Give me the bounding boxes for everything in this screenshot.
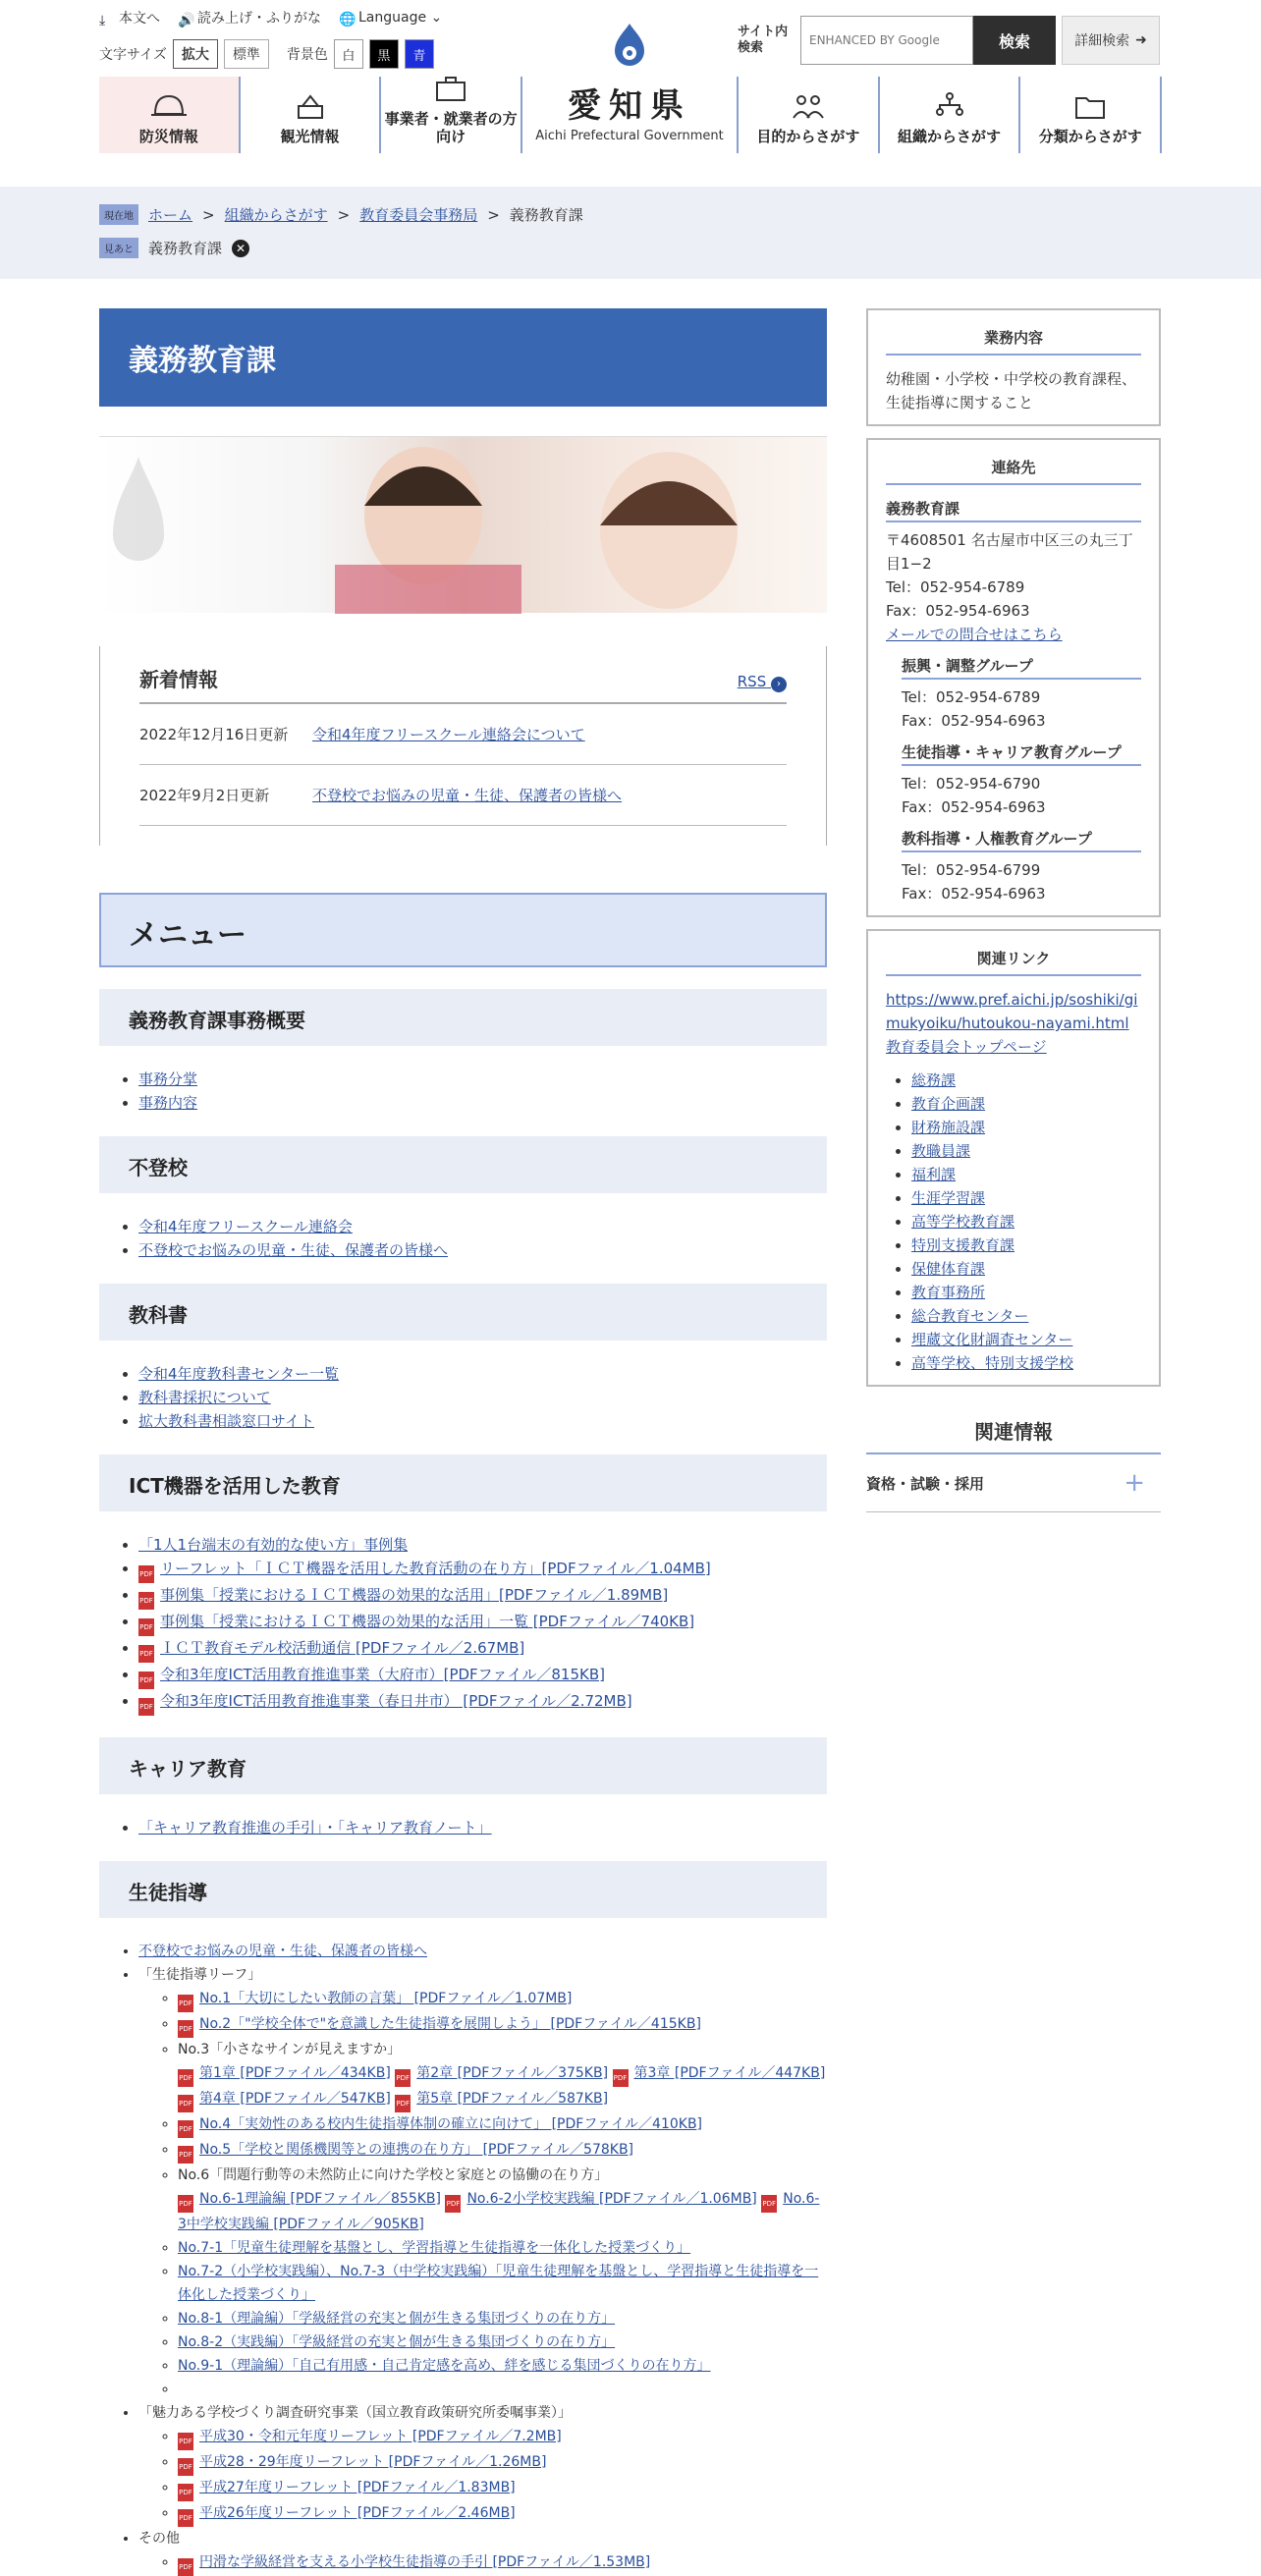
list-link[interactable]: 第2章 [PDFファイル／375KB]	[416, 2065, 609, 2081]
nav-tourism[interactable]: 観光情報	[241, 77, 382, 153]
fax: Fax：052-954-6963	[902, 712, 1046, 730]
list-link[interactable]: 「キャリア教育推進の手引」・「キャリア教育ノート」	[138, 1819, 492, 1836]
news-link[interactable]: 不登校でお悩みの児童・生徒、保護者の皆様へ	[312, 787, 623, 804]
nav-disaster[interactable]: 防災情報	[99, 77, 241, 153]
list-link[interactable]: 令和4年度フリースクール連絡会	[138, 1218, 353, 1235]
nav-by-purpose[interactable]: 目的からさがす	[739, 77, 880, 153]
search-input[interactable]: ENHANCED BY Google	[800, 16, 973, 65]
pdf-icon: PDF	[178, 2484, 193, 2501]
pdf-icon: PDF	[178, 1995, 193, 2012]
list-link[interactable]: ＩＣＴ教育モデル校活動通信 [PDFファイル／2.67MB]	[160, 1639, 525, 1657]
news-date: 2022年9月2日更新	[139, 787, 270, 804]
bg-white-button[interactable]: 白	[334, 39, 363, 69]
org-chart-icon	[930, 90, 969, 122]
list-link[interactable]: No.6-3中学校実践編 [PDFファイル／905KB]	[178, 2191, 820, 2232]
sidebar	[866, 308, 1161, 1512]
list-link[interactable]: 円滑な学級経営を支える小学校生徒指導の手引 [PDFファイル／1.53MB]	[199, 2554, 651, 2570]
contact-card	[866, 438, 1161, 917]
list-link[interactable]: 平成30・令和元年度リーフレット [PDFファイル／7.2MB]	[199, 2429, 562, 2444]
work-text: 幼稚園・小学校・中学校の教育課程、生徒指導に関すること	[886, 370, 1137, 411]
list-link[interactable]: 令和3年度ICT活用教育推進事業（春日井市） [PDFファイル／2.72MB]	[160, 1692, 632, 1710]
mail-link[interactable]: メールでの問合せはこちら	[886, 626, 1063, 643]
list-link[interactable]: リーフレット「ＩＣＴ機器を活用した教育活動の在り方」[PDFファイル／1.04MB]	[160, 1560, 711, 1577]
pdf-icon: PDF	[138, 1592, 154, 1610]
emblem-watermark-icon	[109, 457, 168, 584]
pdf-icon: PDF	[138, 1618, 154, 1636]
bg-black-button[interactable]: 黒	[369, 39, 399, 69]
page-title: 義務教育課	[99, 308, 827, 407]
read-aloud-link[interactable]: 🔊 読み上げ・ふりがな	[178, 11, 321, 28]
pdf-icon: PDF	[613, 2069, 629, 2087]
list-link[interactable]: 教科書採択について	[138, 1389, 271, 1406]
crumb-board[interactable]: 教育委員会事務局	[359, 206, 478, 224]
related-link[interactable]: 総合教育センター	[911, 1307, 1029, 1325]
related-heading: 関連情報	[866, 1416, 1161, 1454]
skip-to-content-link[interactable]: ⤓ 本文へ	[99, 11, 160, 28]
globe-icon: 🌐	[339, 12, 356, 27]
list-link[interactable]: No.6-2小学校実践編 [PDFファイル／1.06MB]	[466, 2191, 757, 2207]
close-icon[interactable]: ✕	[232, 240, 249, 257]
list-link[interactable]: 第1章 [PDFファイル／434KB]	[199, 2065, 391, 2081]
address: 〒4608501 名古屋市中区三の丸三丁目1−2	[886, 531, 1133, 573]
section-list	[138, 1362, 827, 1433]
list-link[interactable]: 事務内容	[138, 1094, 198, 1112]
briefcase-icon	[431, 73, 470, 104]
related-link[interactable]: 教育事務所	[911, 1284, 986, 1301]
section-heading: ICT機器を活用した教育	[99, 1454, 827, 1511]
tel: Tel：052-954-6790	[902, 775, 1041, 793]
tel: Tel：052-954-6789	[902, 688, 1041, 706]
pdf-icon: PDF	[138, 1645, 154, 1663]
related-link[interactable]: 教育企画課	[911, 1095, 986, 1113]
section-list	[138, 1816, 827, 1839]
logo-japanese: 愛知県	[568, 86, 691, 126]
hero-image	[99, 436, 827, 613]
list-link[interactable]: 第3章 [PDFファイル／447KB]	[633, 2065, 826, 2081]
nav-by-organization[interactable]: 組織からさがす	[880, 77, 1021, 153]
news-panel	[99, 646, 827, 846]
list-link[interactable]: No.9-1（理論編）「自己有用感・自己肯定感を高め、絆を感じる集団づくりの在り方」	[178, 2358, 711, 2374]
accordion-qualification[interactable]: 資格・試験・採用 +	[866, 1454, 1161, 1512]
pdf-icon: PDF	[178, 2458, 193, 2476]
section-heading: 不登校	[99, 1136, 827, 1193]
tel: Tel：052-954-6789	[886, 578, 1025, 596]
section-list	[138, 1068, 827, 1115]
list-link[interactable]: No.7-2（小学校実践編）、No.7-3（中学校実践編）「児童生徒理解を基盤とし、学習指導と生徒指導を一体化した授業づくり」	[178, 2264, 819, 2303]
card-title: 業務内容	[886, 326, 1141, 356]
utility-links	[99, 8, 442, 27]
font-standard-button[interactable]: 標準	[224, 39, 269, 69]
section-heading: 教科書	[99, 1284, 827, 1341]
section-list	[138, 1533, 827, 1716]
fax: Fax：052-954-6963	[902, 798, 1046, 816]
logo-english: Aichi Prefectural Government	[535, 129, 724, 143]
download-icon: ⤓	[99, 13, 106, 28]
pdf-icon: PDF	[178, 2146, 193, 2164]
related-link[interactable]: 埋蔵文化財調査センター	[911, 1331, 1073, 1348]
bg-color-label: 背景色	[286, 47, 328, 63]
menu-heading: メニュー	[99, 893, 827, 967]
pdf-icon: PDF	[178, 2069, 193, 2087]
list-link[interactable]: 第5章 [PDFファイル／587KB]	[416, 2091, 609, 2107]
font-size-controls	[99, 39, 434, 69]
nav-by-category[interactable]: 分類からさがす	[1020, 77, 1162, 153]
global-nav	[99, 77, 1162, 153]
list-link[interactable]: No.5「学校と関係機関等との連携の在り方」 [PDFファイル／578KB]	[199, 2142, 634, 2158]
pdf-icon: PDF	[178, 2020, 193, 2038]
prefecture-emblem-icon	[607, 22, 652, 73]
speaker-icon: 🔊	[178, 13, 195, 28]
rss-link[interactable]: RSS ›	[738, 673, 787, 692]
list-link[interactable]: 平成27年度リーフレット [PDFファイル／1.83MB]	[199, 2480, 516, 2495]
news-date: 2022年12月16日更新	[139, 726, 289, 743]
related-link[interactable]: 教職員課	[911, 1142, 971, 1160]
news-link[interactable]: 令和4年度フリースクール連絡会について	[312, 726, 585, 743]
list-link[interactable]: 不登校でお悩みの児童・生徒、保護者の皆様へ	[138, 1241, 449, 1259]
font-large-button[interactable]: 拡大	[173, 39, 218, 69]
list-link[interactable]: 事例集「授業におけるＩＣＴ機器の効果的な活用」[PDFファイル／1.89MB]	[160, 1586, 669, 1604]
list-link[interactable]: No.8-2（実践編）「学級経営の充実と個が生きる集団づくりの在り方」	[178, 2334, 616, 2350]
list-link[interactable]: No.6-1理論編 [PDFファイル／855KB]	[199, 2191, 441, 2207]
related-info	[866, 1416, 1161, 1512]
related-link[interactable]: 保健体育課	[911, 1260, 986, 1278]
list-text: 「魅力ある学校づくり調査研究事業（国立教育政策研究所委嘱事業）」	[138, 2405, 572, 2421]
list-link[interactable]: 平成26年度リーフレット [PDFファイル／2.46MB]	[199, 2505, 516, 2521]
crumb-current: 義務教育課	[509, 206, 583, 224]
list-link[interactable]: 平成28・29年度リーフレット [PDFファイル／1.26MB]	[199, 2454, 547, 2470]
section-heading: 義務教育課事務概要	[99, 989, 827, 1046]
children-photo	[276, 437, 826, 614]
pdf-icon: PDF	[761, 2195, 777, 2213]
section-list	[138, 1940, 827, 2576]
pdf-icon: PDF	[178, 2558, 193, 2576]
group-name: 生徒指導・キャリア教育グループ	[902, 740, 1141, 766]
list-link[interactable]: 拡大教科書相談窓口サイト	[138, 1412, 314, 1430]
seen-tag: 見あと	[99, 238, 138, 258]
list-link[interactable]: No.7-1「児童生徒理解を基盤とし、学習指導と生徒指導を一体化した授業づくり」	[178, 2240, 691, 2256]
links-card	[866, 929, 1161, 1387]
list-link[interactable]: No.2「"学校全体で"を意識した生徒指導を展開しよう」 [PDFファイル／415KB]	[199, 2016, 701, 2032]
list-link[interactable]: 不登校でお悩みの児童・生徒、保護者の皆様へ	[138, 1944, 427, 1959]
news-heading: 新着情報	[139, 668, 218, 691]
list-link[interactable]: 事例集「授業におけるＩＣＴ機器の効果的な活用」一覧 [PDFファイル／740KB]	[160, 1613, 695, 1630]
section-list	[138, 1215, 827, 1262]
pdf-icon: PDF	[395, 2069, 411, 2087]
language-select[interactable]: 🌐 Language ⌄	[339, 10, 443, 27]
list-link[interactable]: No.8-1（理論編）「学級経営の充実と個が生きる集団づくりの在り方」	[178, 2311, 616, 2327]
tel: Tel：052-954-6799	[902, 861, 1041, 879]
list-link[interactable]: 令和4年度教科書センター一覧	[138, 1365, 339, 1383]
list-text: No.3「小さなサインが見えますか」	[178, 2042, 402, 2057]
search-button[interactable]: 検索	[973, 16, 1056, 65]
list-text: その他	[138, 2531, 180, 2547]
crumb-organization[interactable]: 組織からさがす	[224, 206, 328, 224]
list-link[interactable]: No.4「実効性のある校内生徒指導体制の確立に向けて」 [PDFファイル／410KB]	[199, 2116, 703, 2132]
news-item	[139, 765, 787, 826]
list-link[interactable]: 「1人1台端末の有効的な使い方」事例集	[138, 1536, 409, 1554]
arrow-right-icon: ➜	[1135, 32, 1147, 48]
list-text: 「生徒指導リーフ」	[138, 1967, 262, 1983]
related-link[interactable]: 総務課	[911, 1071, 957, 1089]
related-link[interactable]: 高等学校教育課	[911, 1213, 1015, 1231]
pdf-icon: PDF	[138, 1565, 154, 1583]
related-link[interactable]: 福利課	[911, 1166, 957, 1183]
pdf-icon: PDF	[178, 2509, 193, 2527]
news-item	[139, 704, 787, 765]
helmet-icon	[149, 90, 189, 122]
pdf-icon: PDF	[178, 2095, 193, 2112]
related-link[interactable]: 高等学校、特別支援学校	[911, 1354, 1074, 1372]
related-link[interactable]: 財務施設課	[911, 1119, 986, 1136]
arrow-right-icon: ›	[771, 677, 787, 692]
pdf-icon: PDF	[138, 1698, 154, 1716]
history-item[interactable]: 義務教育課	[148, 240, 223, 257]
breadcrumb-current: 現在地 ホーム > 組織からさがす > 教育委員会事務局 > 義務教育課	[99, 204, 583, 225]
related-link[interactable]: 生涯学習課	[911, 1189, 986, 1207]
chevron-down-icon: ⌄	[430, 10, 443, 26]
section-heading: 生徒指導	[99, 1861, 827, 1918]
site-search	[738, 16, 1160, 65]
crumb-home[interactable]: ホーム	[148, 206, 193, 224]
font-size-label: 文字サイズ	[99, 47, 167, 63]
nav-business[interactable]: 事業者・就業者の方向け	[381, 77, 522, 153]
here-tag: 現在地	[99, 204, 138, 225]
section-heading: キャリア教育	[99, 1737, 827, 1794]
list-link[interactable]: 事務分掌	[138, 1070, 198, 1088]
advanced-search-button[interactable]: 詳細検索 ➜	[1062, 16, 1160, 65]
group-name: 教科指導・人権教育グループ	[902, 827, 1141, 852]
related-link[interactable]: 特別支援教育課	[911, 1236, 1015, 1254]
main-content	[99, 308, 827, 2576]
folder-icon	[1070, 90, 1110, 122]
pdf-icon: PDF	[445, 2195, 461, 2213]
fax: Fax：052-954-6963	[902, 885, 1046, 903]
breadcrumb	[0, 187, 1261, 279]
card-title: 関連リンク	[886, 947, 1141, 976]
pdf-icon: PDF	[178, 2195, 193, 2213]
card-title: 連絡先	[886, 456, 1141, 485]
dept-name: 義務教育課	[886, 497, 1141, 522]
work-card	[866, 308, 1161, 426]
list-link[interactable]: No.1「大切にしたい教師の言葉」 [PDFファイル／1.07MB]	[199, 1991, 573, 2006]
plus-icon: +	[1124, 1468, 1145, 1498]
pdf-icon: PDF	[138, 1672, 154, 1689]
castle-icon	[291, 90, 330, 122]
breadcrumb-history	[99, 238, 249, 258]
board-top-link[interactable]: https://www.pref.aichi.jp/soshiki/gimukyoiku/hutoukou-nayami.html教育委員会トップページ	[886, 991, 1138, 1056]
fax: Fax：052-954-6963	[886, 602, 1030, 620]
people-icon	[789, 90, 828, 122]
site-header	[99, 0, 1162, 157]
pdf-icon: PDF	[395, 2095, 411, 2112]
pdf-icon: PDF	[178, 2433, 193, 2450]
list-link[interactable]: 令和3年度ICT活用教育推進事業（大府市）[PDFファイル／815KB]	[160, 1666, 605, 1683]
list-link[interactable]: 第4章 [PDFファイル／547KB]	[199, 2091, 391, 2107]
list-text: No.6「問題行動等の未然防止に向けた学校と家庭との協働の在り方」	[178, 2167, 609, 2183]
pdf-icon: PDF	[178, 2120, 193, 2138]
group-name: 振興・調整グループ	[902, 654, 1141, 680]
search-label: サイト内検索	[738, 25, 789, 55]
bg-blue-button[interactable]: 青	[405, 39, 434, 69]
